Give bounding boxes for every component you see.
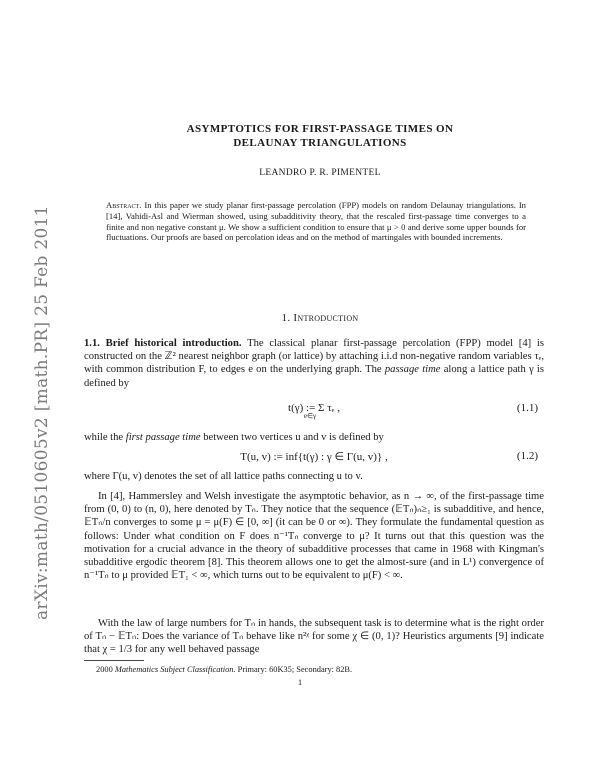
author: LEANDRO P. R. PIMENTEL (259, 168, 381, 178)
footnote-codes: Primary: 60K35; Secondary: 82B. (237, 665, 353, 674)
equation-1-formula: t(γ) := Σ τₑ , e∈γ (84, 402, 544, 420)
paragraph-where: where Γ(u, v) denotes the set of all lattice paths connecting u to v. (84, 471, 363, 482)
arxiv-stamp (12, 150, 52, 620)
paragraph-law: With the law of large numbers for Tₙ in hands, the subsequent task is to determine what is the right order of Tₙ − 𝔼Tₙ: Does the variance of Tₙ behave like n²ᵡ for some χ ∈ (0, 1)? Heuristics arguments [9] indicate that χ = 1/3 for any well behaved passage (84, 618, 544, 656)
paragraph-hammersley: In [4], Hammersley and Welsh investigate the asymptotic behavior, as n → ∞, of the first-passage time from (0, 0) to (n, 0), here denoted by Tₙ. They notice that the sequence (𝔼Tₙ)ₙ≥₁ is subadditive, and hence, 𝔼Tₙ/n converges to some μ = μ(F) ∈ [0, ∞] (it can be 0 or ∞). They formulate the fundamental question as follows: Under what condition on F does n⁻¹Tₙ converge to μ? It turns out that this question was the motivation for a crucial advance in the theory of subadditive processes that came in 1968 with Kingman's subadditive ergodic theorem [8]. This theorem allows one to get the almost-sure (and in L¹) convergence of n⁻¹Tₙ to μ provided 𝔼T₁ < ∞, which turns out to be equivalent to μ(F) < ∞. (84, 491, 544, 582)
equation-1-subscript: e∈γ (303, 412, 317, 420)
paper-title (100, 122, 540, 150)
page-number: 1 (297, 677, 303, 687)
footnote-rule (84, 660, 144, 661)
subsection-text-after: along a lattice path γ is defined by (84, 364, 545, 389)
first-passage-time-term: first passage time (125, 432, 201, 443)
subsection-text: The classical planar first-passage percolation (FPP) model [4] is constructed on the ℤ² nearest neighbor graph (or lattice) by attaching i.i.d non-negative random variables τₑ, with common distribution F, to edges e on the underlying graph. The (84, 338, 544, 376)
equation-2-number: (1.2) (516, 450, 538, 462)
title-line-1: ASYMPTOTICS FOR FIRST-PASSAGE TIMES ON (186, 123, 454, 135)
equation-1 (84, 402, 544, 430)
footnote-year: 2000 (96, 665, 113, 674)
equation-2 (84, 450, 544, 466)
abstract-text: In this paper we study planar first-passage percolation (FPP) models on random Delaunay triangulations. In [14], Vahidi-Asl and Wierman showed, using subadditivity theory, that the rescaled first-passage time converges to a finite and non negative constant μ. We show a sufficient condition to ensure that μ > 0 and derive some upper bounds for fluctuations. Our proofs are based on percolation ideas and on the method of martingales with bounded increments. (106, 200, 526, 243)
abstract (106, 200, 526, 243)
equation-1-number: (1.1) (516, 402, 538, 414)
title-line-2: DELAUNAY TRIANGULATIONS (233, 137, 407, 149)
footnote-msc-label: Mathematics Subject Classification. (114, 665, 236, 674)
subsection-heading: 1.1. Brief historical introduction. (84, 338, 242, 349)
subsection-paragraph (84, 337, 544, 390)
abstract-label: Abstract. (106, 200, 142, 210)
section-heading: 1. Introduction (281, 312, 359, 324)
equation-2-formula: T(u, v) := inf{t(γ) : γ ∈ Γ(u, v)} , (240, 451, 388, 463)
paragraph-first-passage: while the first passage time between two vertices u and v is defined by (84, 432, 384, 443)
arxiv-stamp-text: arXiv:math/0510605v2 [math.PR] 25 Feb 2011 (32, 205, 52, 620)
footnote (96, 665, 352, 674)
passage-time-term: passage time (384, 364, 441, 376)
